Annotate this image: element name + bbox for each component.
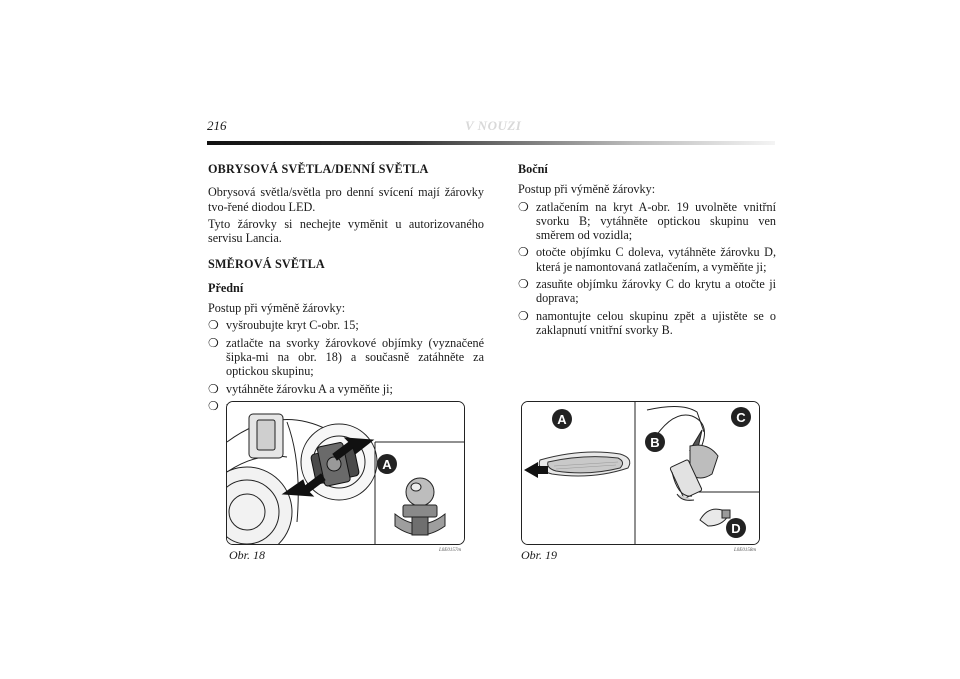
bullet-icon: ❍ [208, 335, 219, 350]
fig19-label-c: C [736, 410, 746, 425]
page-header [207, 118, 775, 148]
bullet-icon: ❍ [518, 199, 529, 214]
bullet-icon: ❍ [518, 277, 529, 292]
list-item: ❍ zatlačením na kryt A-obr. 19 uvolněte vnitřní svorku B; vytáhněte optickou skupinu ven směrem od vozidla; [518, 199, 776, 243]
fig19-label-a: A [557, 412, 567, 427]
bullet-icon: ❍ [518, 245, 529, 260]
right-column [518, 162, 776, 340]
list-item: ❍ namontujte celou skupinu zpět a ujistěte se o zaklapnutí vnitřní svorky B. [518, 308, 776, 337]
bullet-icon: ❍ [208, 381, 219, 396]
procedure-intro: Postup při výměně žárovky: [518, 182, 656, 197]
figure-19-illustration [521, 401, 760, 545]
bullet-icon: ❍ [208, 398, 219, 413]
list-item: ❍ vytáhněte žárovku A a vyměňte ji; [208, 381, 393, 396]
figure-19-code: L0E0158m [734, 548, 756, 553]
heading-obrysova-svetla: OBRYSOVÁ SVĚTLA/DENNÍ SVĚTLA [208, 162, 429, 176]
left-column [208, 162, 484, 416]
section-title: V NOUZI [465, 118, 522, 133]
figure-18-code: L0E0157m [439, 548, 461, 553]
paragraph-led: Obrysová světla/světla pro denní svícení mají žárovky tvo-řené diodou LED. [208, 185, 484, 214]
list-item: ❍ zasuňte objímku žárovky C do krytu a otočte ji doprava; [518, 277, 776, 306]
subheading-predni: Přední [208, 280, 244, 295]
figure-18-illustration [226, 401, 465, 545]
figure-19-caption: Obr. 19 [521, 548, 558, 562]
paragraph-service: Tyto žárovky si nechejte vyměnit u autorizovaného servisu Lancia. [208, 216, 484, 246]
list-item: ❍ zatlačte na svorky žárovkové objímky (vyznačené šipka-mi na obr. 18) a současně zatáhněte za optickou skupinu; [208, 335, 484, 379]
list-item: ❍ otočte objímku C doleva, vytáhněte žárovku D, která je namontovaná zatlačením, a vyměňte ji; [518, 245, 776, 274]
list-item: ❍ vyšroubujte kryt C-obr. 15; [208, 318, 359, 333]
page-number: 216 [207, 118, 227, 133]
header-rule [207, 141, 775, 145]
bullet-icon: ❍ [518, 308, 529, 323]
procedure-list-front [208, 318, 484, 413]
procedure-list-side [518, 200, 776, 338]
heading-smerova-svetla: SMĚROVÁ SVĚTLA [208, 257, 325, 272]
fig18-label-a: A [382, 457, 392, 472]
fig19-label-b: B [650, 435, 660, 450]
procedure-intro: Postup při výměně žárovky: [208, 301, 346, 316]
fig19-label-d: D [731, 521, 741, 536]
bullet-icon: ❍ [208, 318, 219, 333]
subheading-bocni: Boční [518, 162, 548, 176]
figure-18-caption: Obr. 18 [229, 548, 266, 562]
